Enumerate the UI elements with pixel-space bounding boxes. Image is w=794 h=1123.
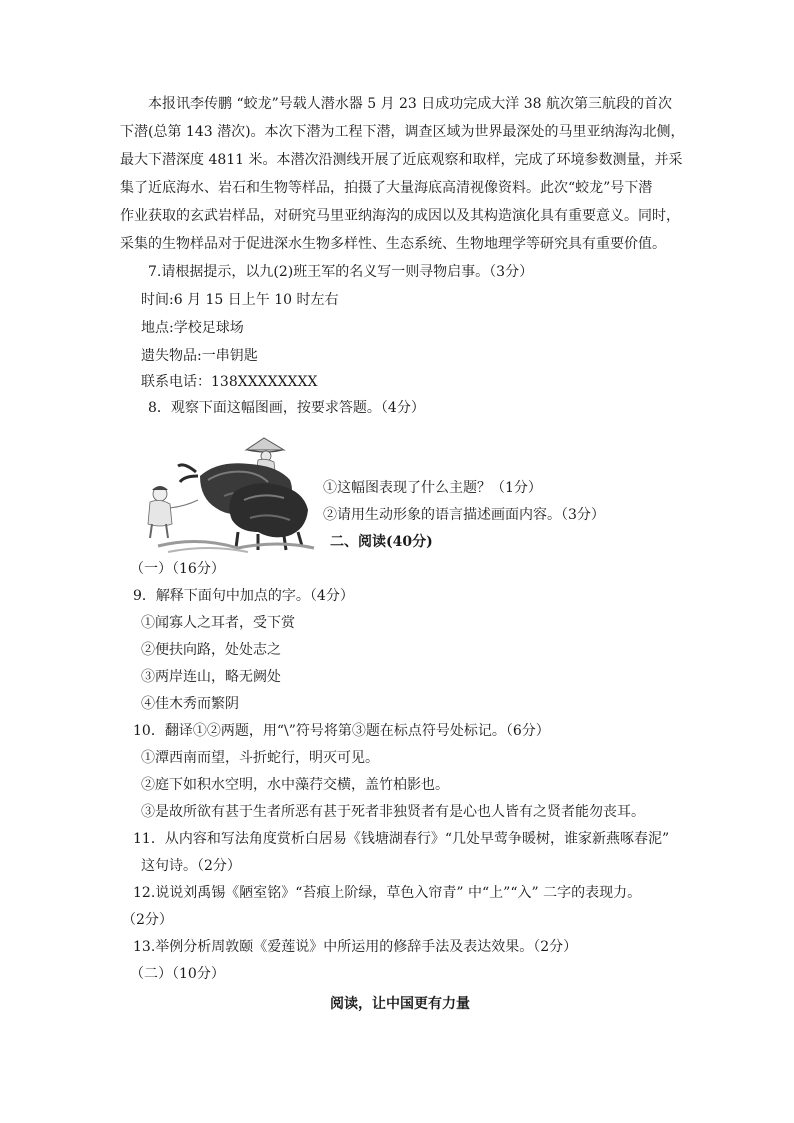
question-8: 8．观察下面这幅图画，按要求答题。（4分）: [148, 400, 425, 416]
q9-item-3: ③两岸连山，略无阙处: [141, 669, 281, 685]
q7-place: 地点:学校足球场: [141, 320, 244, 336]
child-figure: [148, 486, 198, 538]
passage-line-3: 最大下潜深度 4811 米。本潜次沿测线开展了近底观察和取样，完成了环境参数测量，并采: [120, 152, 683, 168]
part-1-label: （一）（16分）: [130, 561, 225, 577]
question-12-line-2: （2分）: [122, 912, 173, 928]
part-2-title: 阅读，让中国更有力量: [330, 996, 470, 1012]
passage-line-6: 采集的生物样品对于促进深水生物多样性、生态系统、生物地理学等研究具有重要价值。: [120, 236, 666, 252]
q9-item-1: ①闻寡人之耳者，受下赏: [141, 615, 295, 631]
rider-hat-icon: [246, 438, 284, 452]
question-11-line-2: 这句诗。（2分）: [141, 858, 241, 874]
buffalo-herding-illustration: [138, 436, 316, 554]
q8-sub2: ②请用生动形象的语言描述画面内容。（3分）: [323, 507, 605, 523]
q10-item-1: ①潭西南而望，斗折蛇行，明灭可见。: [141, 750, 379, 766]
q10-item-2: ②庭下如积水空明，水中藻荇交横，盖竹柏影也。: [141, 777, 449, 793]
part-2-label: （二）（10分）: [130, 966, 225, 982]
q7-phone: 联系电话：138XXXXXXXX: [141, 374, 318, 390]
question-9: 9．解释下面句中加点的字。（4分）: [133, 588, 354, 604]
passage-line-4: 集了近底海水、岩石和生物等样品，拍摄了大量海底高清视像资料。此次“蛟龙”号下潜: [120, 180, 653, 196]
q9-item-2: ②便扶向路，处处志之: [141, 642, 281, 658]
question-11-line-1: 11．从内容和写法角度赏析白居易《钱塘湖春行》“几处早莺争暖树，谁家新燕啄春泥”: [133, 831, 670, 847]
question-12-line-1: 12.说说刘禹锡《陋室铭》“苔痕上阶绿，草色入帘青” 中“上”“入” 二字的表现力。: [133, 885, 642, 901]
q8-sub1: ①这幅图表现了什么主题？（1分）: [323, 480, 542, 496]
passage-line-2: 下潜(总第 143 潜次)。本次下潜为工程下潜，调查区域为世界最深处的马里亚纳海沟北侧，: [120, 124, 685, 140]
water-buffalo-front: [229, 483, 308, 550]
q9-item-4: ④佳木秀而繁阴: [141, 696, 239, 712]
q7-item: 遗失物品:一串钥匙: [141, 348, 258, 364]
q10-item-3: ③是故所欲有甚于生者所恶有甚于死者非独贤者有是心也人皆有之贤者能勿丧耳。: [141, 804, 645, 820]
passage-line-5: 作业获取的玄武岩样品，对研究马里亚纳海沟的成因以及其构造演化具有重要意义。同时，: [120, 208, 680, 224]
question-7: 7.请根据提示，以九(2)班王军的名义写一则寻物启事。（3分）: [148, 264, 534, 280]
passage-line-1: 本报讯李传鹏 “蛟龙”号载人潜水器 5 月 23 日成功完成大洋 38 航次第三航段的首次: [148, 96, 673, 112]
question-10: 10．翻译①②两题，用“\”符号将第③题在标点符号处标记。（6分）: [133, 723, 550, 739]
q7-time: 时间:6 月 15 日上午 10 时左右: [141, 292, 339, 308]
question-13: 13.举例分析周敦颐《爱莲说》中所运用的修辞手法及表达效果。（2分）: [133, 939, 578, 955]
section-2-title: 二、阅读(40分): [330, 534, 433, 550]
